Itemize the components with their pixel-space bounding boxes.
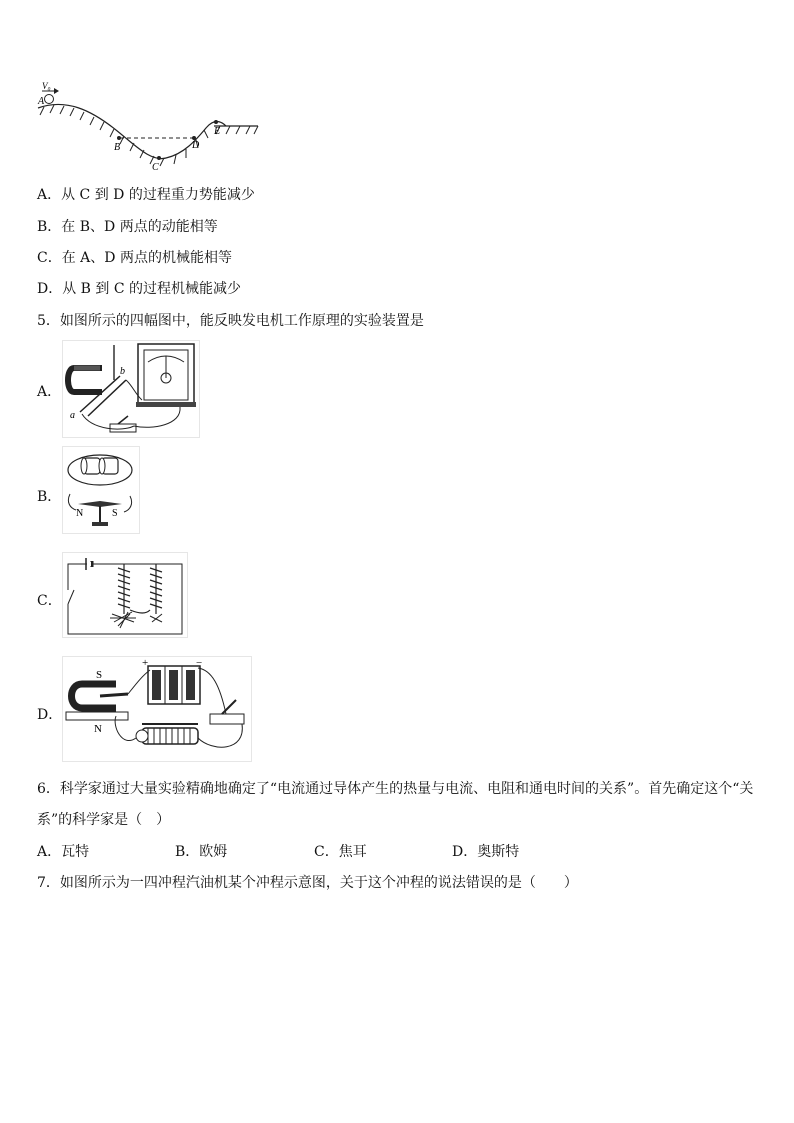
q5-option-a-label: A． — [37, 384, 62, 400]
label-e: E — [214, 126, 221, 137]
track-figure — [36, 80, 266, 170]
q6-option-d: D．奥斯特 — [452, 844, 520, 860]
q4-option-d: D．从 B 到 C 的过程机械能减少 — [37, 281, 242, 297]
label-v0: V₀ — [42, 81, 51, 91]
label-plus: + — [142, 657, 149, 669]
q4-option-c: C．在 A、D 两点的机械能相等 — [37, 250, 232, 266]
q6-option-a: A．瓦特 — [37, 844, 90, 860]
label-a: A — [38, 96, 45, 107]
q6-option-c: C．焦耳 — [314, 844, 367, 860]
q5-figure-d — [62, 656, 252, 762]
q6-stem-line-1: 6．科学家通过大量实验精确地确定了“电流通过导体产生的热量与电流、电阻和通电时间的关系”。首先确定这个“关 — [37, 781, 754, 797]
q5-option-b-label: B． — [37, 489, 62, 505]
q5-option-c-label: C． — [37, 593, 62, 609]
q7-stem: 7．如图所示为一四冲程汽油机某个冲程示意图，关于这个冲程的说法错误的是（ ） — [37, 875, 578, 891]
label-c: C — [152, 162, 159, 170]
q5-figure-b — [62, 446, 140, 534]
q5-figure-a — [62, 340, 200, 438]
label-n: N — [76, 508, 84, 519]
label-b-wire: b — [120, 366, 125, 377]
q5-figure-c — [62, 552, 188, 638]
q5-option-d-label: D． — [37, 707, 63, 723]
label-n-magnet: N — [94, 723, 102, 735]
label-a-wire: a — [70, 410, 75, 421]
label-d: D — [192, 140, 200, 151]
q4-option-a: A．从 C 到 D 的过程重力势能减少 — [37, 187, 255, 203]
label-minus: − — [196, 657, 203, 669]
label-b: B — [114, 142, 121, 153]
q6-option-b: B．欧姆 — [175, 844, 228, 860]
label-s-magnet: S — [96, 669, 103, 681]
ball-a — [45, 95, 54, 104]
q4-option-b: B．在 B、D 两点的动能相等 — [37, 219, 218, 235]
q5-stem: 5．如图所示的四幅图中，能反映发电机工作原理的实验装置是 — [37, 313, 424, 329]
q6-stem-line-2: 系”的科学家是（ ） — [37, 812, 171, 828]
label-s: S — [112, 508, 118, 519]
